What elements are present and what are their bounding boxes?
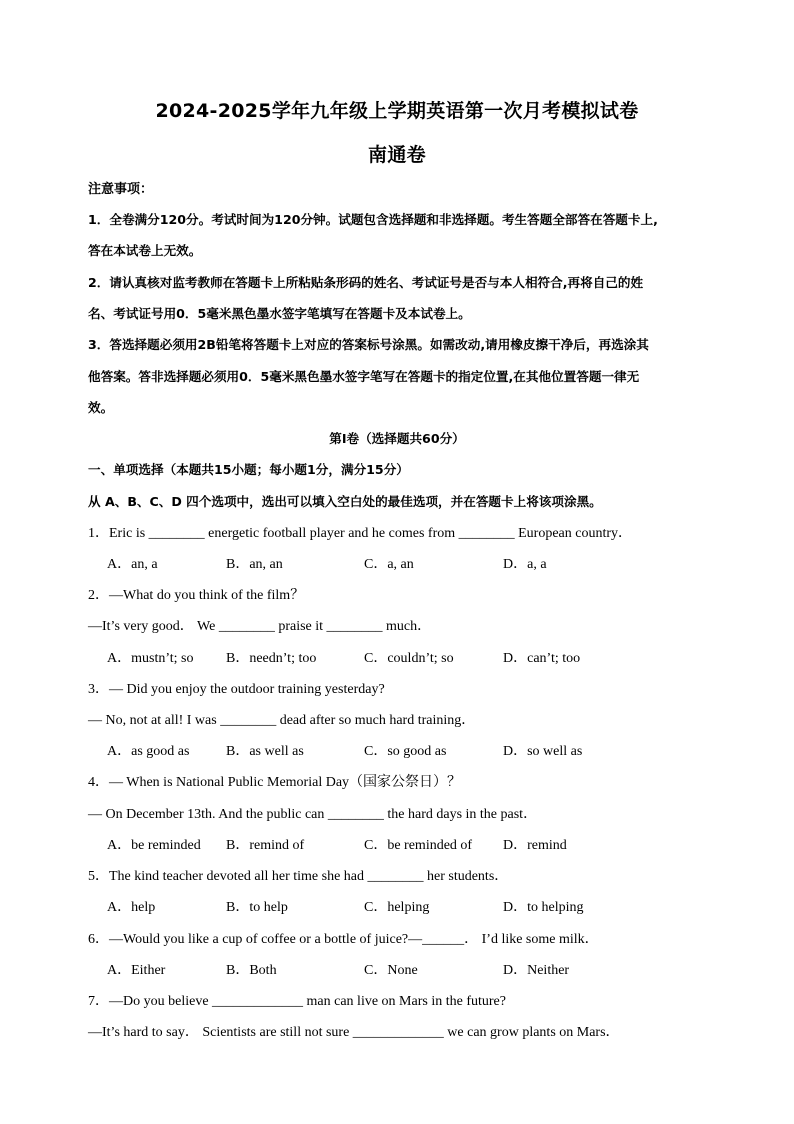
question-6-text: 6．—Would you like a cup of coffee or a bottle of juice?—______． I’d like some milk．	[88, 932, 599, 947]
question-2-option-c: C．couldn’t; so	[364, 651, 454, 666]
page-title: 2024-2025学年九年级上学期英语第一次月考模拟试卷	[155, 100, 639, 122]
question-7-text: 7．—Do you believe _____________ man can live on Mars in the future?	[88, 994, 506, 1009]
question-1-option-d: D．a, a	[503, 557, 547, 572]
question-3-option-b: B．as well as	[226, 744, 304, 759]
question-4-option-b: B．remind of	[226, 838, 305, 853]
question-6-option-d: D．Neither	[503, 963, 570, 978]
question-2-option-b: B．needn’t; too	[226, 651, 317, 666]
notice-line: 1．全卷满分120分。考试时间为120分钟。试题包含选择题和非选择题。考生答题全部答在答题卡上,	[88, 212, 658, 227]
question-4-option-a: A．be reminded	[107, 838, 201, 853]
notice-line: 他答案。答非选择题必须用0．5毫米黑色墨水签字笔写在答题卡的指定位置,在其他位置答题一律无	[88, 369, 640, 384]
notice-line: 效。	[88, 400, 114, 415]
question-6-option-b: B．Both	[226, 963, 277, 978]
question-4-text: — On December 13th. And the public can ________ the hard days in the past．	[88, 807, 538, 822]
notice-line: 名、考试证号用0．5毫米黑色墨水签字笔填写在答题卡及本试卷上。	[88, 306, 471, 321]
question-6-option-c: C．None	[364, 963, 418, 978]
section-title: 第I卷（选择题共60分）	[329, 431, 465, 446]
notice-line: 2．请认真核对监考教师在答题卡上所粘贴条形码的姓名、考试证号是否与本人相符合,再将自己的姓	[88, 275, 644, 290]
question-5-option-b: B．to help	[226, 900, 288, 915]
question-5-option-c: C．helping	[364, 900, 430, 915]
question-4-option-d: D．remind	[503, 838, 567, 853]
question-3-option-c: C．so good as	[364, 744, 447, 759]
notice-line: 3．答选择题必须用2B铅笔将答题卡上对应的答案标号涂黑。如需改动,请用橡皮擦干净后，再选涂其	[88, 337, 649, 352]
question-2-option-d: D．can’t; too	[503, 651, 581, 666]
question-2-text: 2．—What do you think of the film？	[88, 588, 305, 603]
question-2-option-a: A．mustn’t; so	[107, 651, 194, 666]
question-5-option-a: A．help	[107, 900, 156, 915]
question-1-option-a: A．an, a	[107, 557, 158, 572]
part-instruction: 从 A、B、C、D 四个选项中，选出可以填入空白处的最佳选项，并在答题卡上将该项涂黑。	[88, 494, 602, 509]
question-2-text: —It’s very good． We ________ praise it ________ much．	[88, 619, 432, 634]
question-3-text: — No, not at all! I was ________ dead after so much hard training．	[88, 713, 476, 728]
question-1-option-c: C．a, an	[364, 557, 414, 572]
question-5-text: 5．The kind teacher devoted all her time she had ________ her students．	[88, 869, 509, 884]
notice-line: 答在本试卷上无效。	[88, 243, 202, 258]
question-3-option-a: A．as good as	[107, 744, 190, 759]
question-7-text: —It’s hard to say． Scientists are still not sure _____________ we can grow plants on Mars．	[88, 1025, 620, 1040]
question-6-option-a: A．Either	[107, 963, 166, 978]
question-5-option-d: D．to helping	[503, 900, 584, 915]
page-subtitle: 南通卷	[368, 144, 426, 166]
question-3-text: 3．— Did you enjoy the outdoor training yesterday?	[88, 682, 385, 697]
part-title: 一、单项选择（本题共15小题；每小题1分，满分15分）	[88, 462, 409, 477]
question-4-option-c: C．be reminded of	[364, 838, 473, 853]
question-1-option-b: B．an, an	[226, 557, 283, 572]
question-3-option-d: D．so well as	[503, 744, 583, 759]
question-4-text: 4．— When is National Public Memorial Day（国家公祭日）？	[88, 775, 462, 790]
question-1-text: 1．Eric is ________ energetic football player and he comes from ________ European country．	[88, 526, 633, 541]
notice-heading: 注意事项：	[88, 182, 154, 197]
